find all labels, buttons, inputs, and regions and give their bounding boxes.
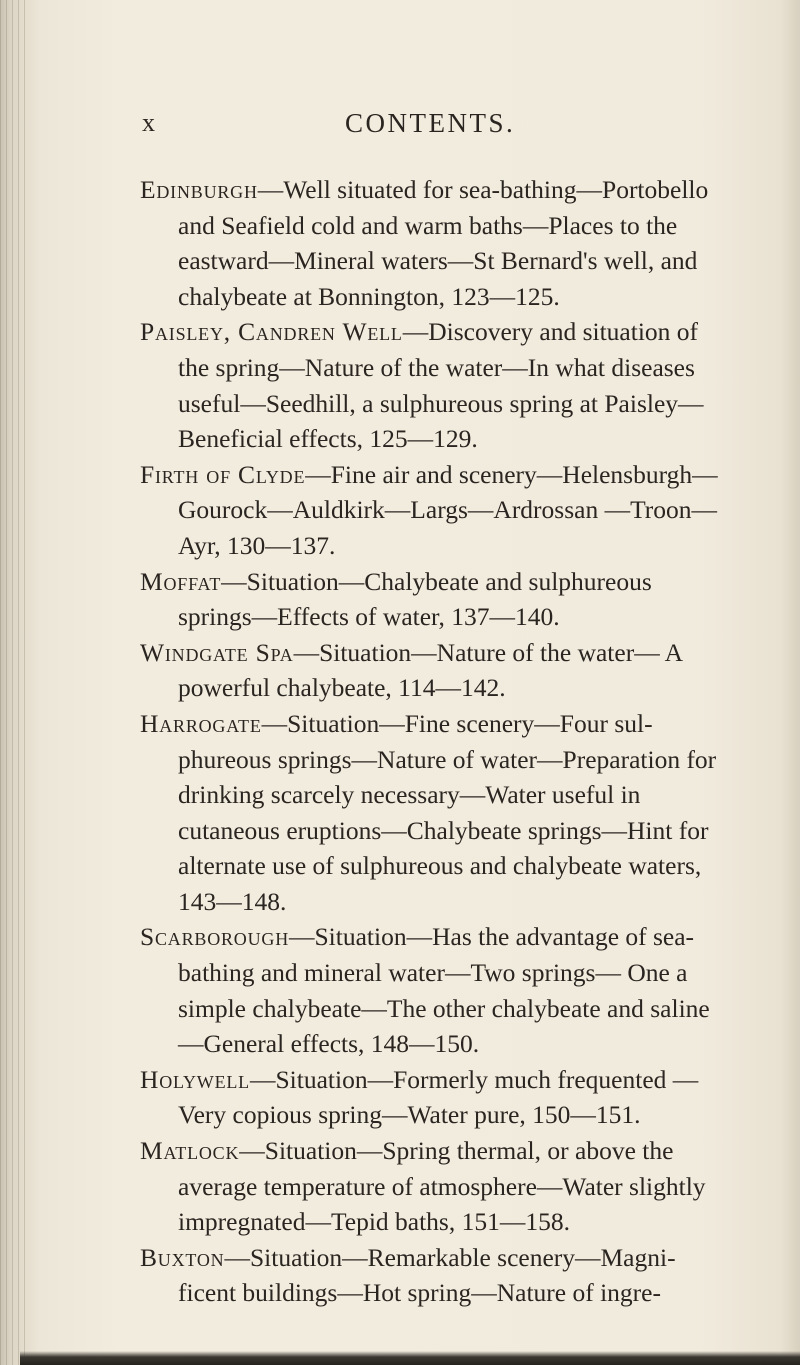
entry-text: —Situation—Remarkable scenery—Magnificent buildings—Hot spring—Nature of ingre- [178,1242,676,1308]
contents-entry [140,1240,720,1311]
entry-place: Holywell [140,1064,250,1094]
entry-text: —Situation—Chalybeate and sulphureous springs—Effects of water, 137—140. [178,566,652,632]
page-bottom-edge [20,1351,800,1365]
page-header [0,108,800,148]
page-number: x [142,108,156,137]
entry-text: —Situation—Formerly much frequented —Very copious spring—Water pure, 150—151. [178,1064,699,1130]
contents-entry [140,635,720,706]
contents-entry [140,706,720,920]
entry-text: —Situation—Spring thermal, or above the average temperature of atmosphere—Water slightly impregnated—Tepid baths, 151—158. [178,1136,706,1237]
contents-list [140,172,720,1311]
contents-entry [140,457,720,564]
contents-entry [140,1133,720,1240]
entry-place: Paisley, Candren Well [140,317,403,347]
entry-text: —Situation—Has the advantage of sea-bathing and mineral water—Two springs— One a simple chalybeate—The other chalybeate and saline—General effects, 148—150. [178,922,710,1059]
contents-entry [140,172,720,314]
entry-text: —Fine air and scenery—Helensburgh—Gourock—Auldkirk—Largs—Ardrossan —Troon—Ayr, 130—137. [178,459,718,560]
contents-entry [140,919,720,1061]
entry-text: —Situation—Fine scenery—Four sulphureous springs—Nature of water—Preparation for drinking scarcely necessary—Water useful in cutaneous eruptions—Chalybeate springs—Hint for alternate use of sulphureous and chalybeate waters, 143—148. [178,708,717,916]
entry-place: Edinburgh [140,175,258,204]
entry-place: Windgate Spa [140,637,294,667]
entry-text: —Situation—Nature of the water— A powerful chalybeate, 114—142. [178,637,682,703]
entry-place: Moffat [140,566,222,596]
binding-gutter [0,0,30,1365]
entry-text: —Well situated for sea-bathing—Portobello and Seafield cold and warm baths—Places to the eastward—Mineral waters—St Bernard's well, and chalybeate at Bonnington, 123—125. [178,175,709,311]
entry-place: Matlock [140,1136,240,1166]
entry-place: Harrogate [140,708,262,738]
entry-place: Firth of Clyde [140,459,306,489]
contents-entry [140,1062,720,1133]
running-head: CONTENTS. [345,108,516,138]
entry-place: Scarborough [140,922,289,952]
contents-entry [140,564,720,635]
contents-entry [140,314,720,456]
entry-place: Buxton [140,1242,225,1272]
entry-text: —Discovery and situation of the spring—Nature of the water—In what diseases useful—Seedhill, a sulphureous spring at Paisley—Beneficial effects, 125—129. [178,317,704,454]
